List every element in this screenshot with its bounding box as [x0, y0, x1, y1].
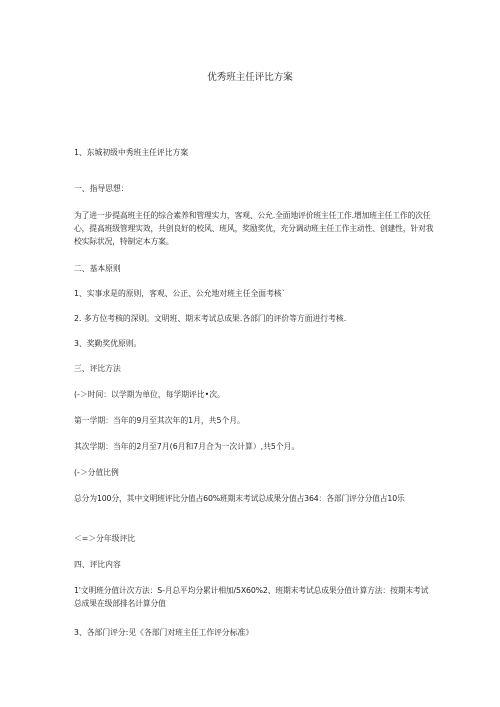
method-ratio-text: 总分为100分，其中文明班评比分值占60%班期末考试总成果分值占364：各部门评分分值占10乐: [74, 494, 405, 503]
section-heading-method: 三、评比方法: [74, 364, 121, 373]
method-time: (-＞时间：以学期为单位，每学期评比•次。: [74, 390, 225, 399]
principle-item-1: 1、实事求是的原则，客观、公正、公允地对班主任全面考核`: [74, 289, 286, 298]
content-item-3: 3、各部门评分:见《各部门对班主任工作评分标准》: [74, 628, 254, 637]
principle-item-2: 2. 多方位考核的深则。文明班、期末考试总成果.各部门的评价等方面进行考核.: [74, 314, 347, 323]
section-heading-content: 四、评比内容: [74, 560, 121, 569]
content-item-1: 1'文明班分值计次方法：S-月总平均分累计相加/5X60%2、班期末考试总成果分值计算方法：按期末考试总成果在级部排名计算分值: [74, 586, 429, 608]
scheme-heading: 1、东城初级中秀班主任评比方案: [74, 148, 189, 157]
method-term-1: 第一学期：当年的9月至其次年的1月，共5个月。: [74, 416, 245, 425]
method-ratio-title: (-＞分值比例: [74, 468, 119, 477]
method-term-2: 其次学期：当年的2月至7月(6月和7月合为一次计算）,共5个月。: [74, 442, 300, 451]
section-heading-principles: 二、基本原则: [74, 264, 121, 273]
document-title: 优秀班主任评比方案: [207, 72, 293, 83]
principle-item-3: 3、奖勤奖优原则。: [74, 339, 142, 348]
guiding-paragraph: 为了进一步提高班主任的综合素养和管理实力，客观、公允.全面地评价班主任工作.增加班主任工作的次任心，提高班级管理实效，共创良好的校风、班风，奖励奖优，充分调动班主任工作主动性、创建性，针对我校实际状况，特制定本方案。: [74, 211, 434, 246]
section-heading-guiding: 一、指导思想：: [74, 184, 129, 193]
method-grade: ＜=＞分年级评比: [74, 534, 136, 543]
